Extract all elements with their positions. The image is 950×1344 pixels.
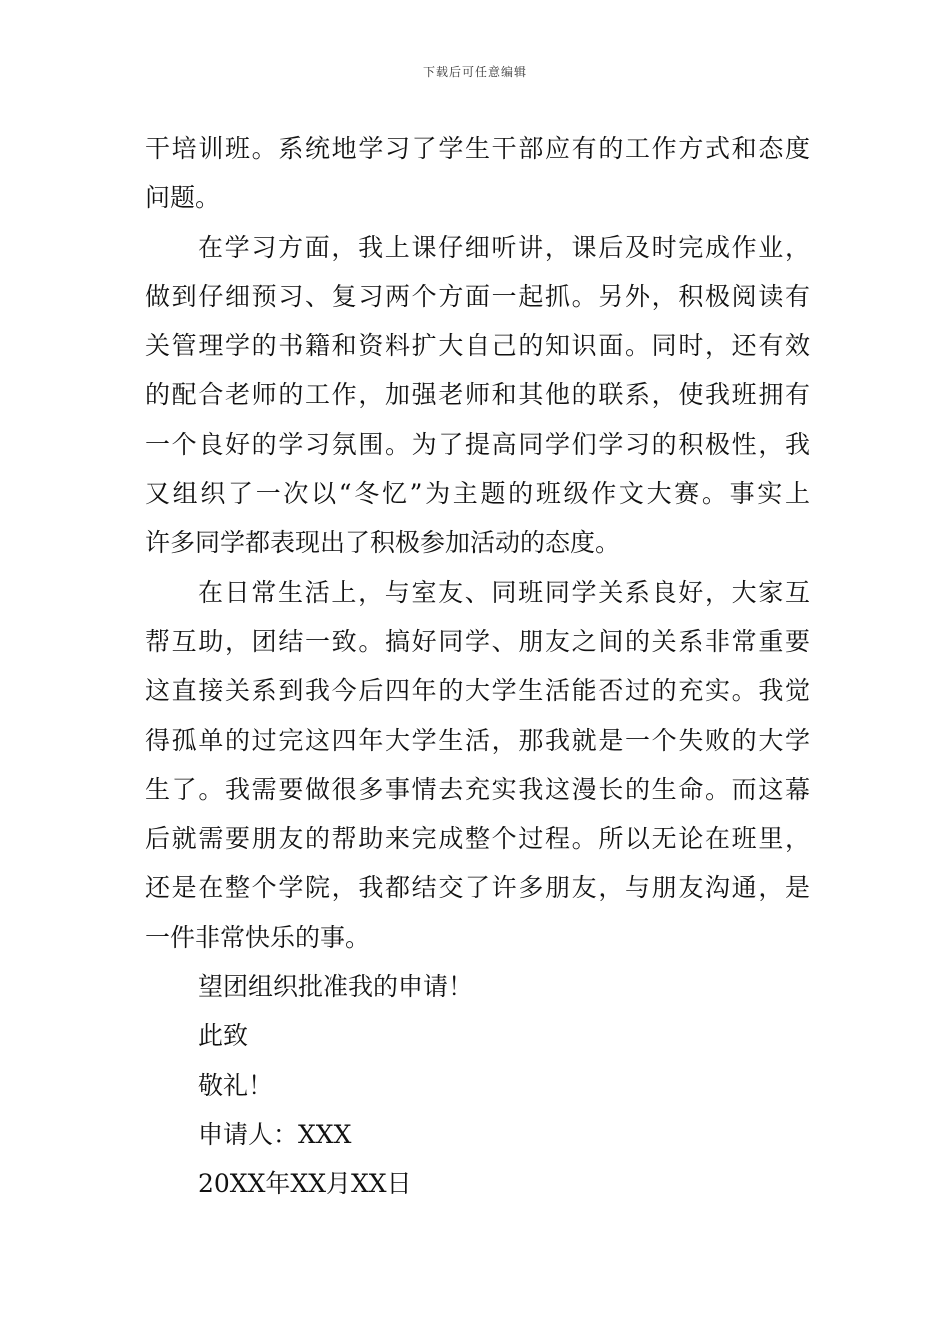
closing-request: 望团组织批准我的申请！ [198, 972, 474, 1002]
body-line: 在日常生活上，与室友、同班同学关系良好，大家互 [198, 577, 810, 607]
body-line: 做到仔细预习、复习两个方面一起抓。另外，积极阅读有 [145, 281, 810, 311]
body-line: 许多同学都表现出了积极参加活动的态度。 [145, 528, 621, 558]
body-line: 在学习方面，我上课仔细听讲，课后及时完成作业， [198, 232, 810, 262]
application-date: 20XX年XX月XX日 [198, 1169, 412, 1199]
applicant-signature: 申请人：XXX [198, 1119, 352, 1149]
body-line: 一件非常快乐的事。 [145, 922, 371, 952]
body-line: 问题。 [145, 183, 221, 213]
page-header-note: 下载后可任意编辑 [422, 65, 527, 79]
body-line: 还是在整个学院，我都结交了许多朋友，与朋友沟通，是 [145, 873, 810, 903]
body-line: 得孤单的过完这四年大学生活，那我就是一个失败的大学 [145, 725, 810, 755]
body-line: 关管理学的书籍和资料扩大自己的知识面。同时，还有效 [145, 331, 810, 361]
body-line: 又组织了一次以“冬忆”为主题的班级作文大赛。事实上 [145, 479, 810, 509]
body-line: 后就需要朋友的帮助来完成整个过程。所以无论在班里， [145, 824, 810, 854]
closing-salutation-2: 敬礼！ [198, 1070, 274, 1100]
closing-salutation-1: 此致 [198, 1021, 249, 1051]
body-line: 帮互助，团结一致。搞好同学、朋友之间的关系非常重要 [145, 626, 810, 656]
body-line: 一个良好的学习氛围。为了提高同学们学习的积极性，我 [145, 429, 810, 459]
document-body [145, 124, 810, 1209]
body-line: 这直接关系到我今后四年的大学生活能否过的充实。我觉 [145, 676, 810, 706]
body-line: 生了。我需要做很多事情去充实我这漫长的生命。而这幕 [145, 774, 810, 804]
body-line: 干培训班。系统地学习了学生干部应有的工作方式和态度 [145, 134, 810, 163]
body-line: 的配合老师的工作，加强老师和其他的联系，使我班拥有 [145, 380, 810, 410]
